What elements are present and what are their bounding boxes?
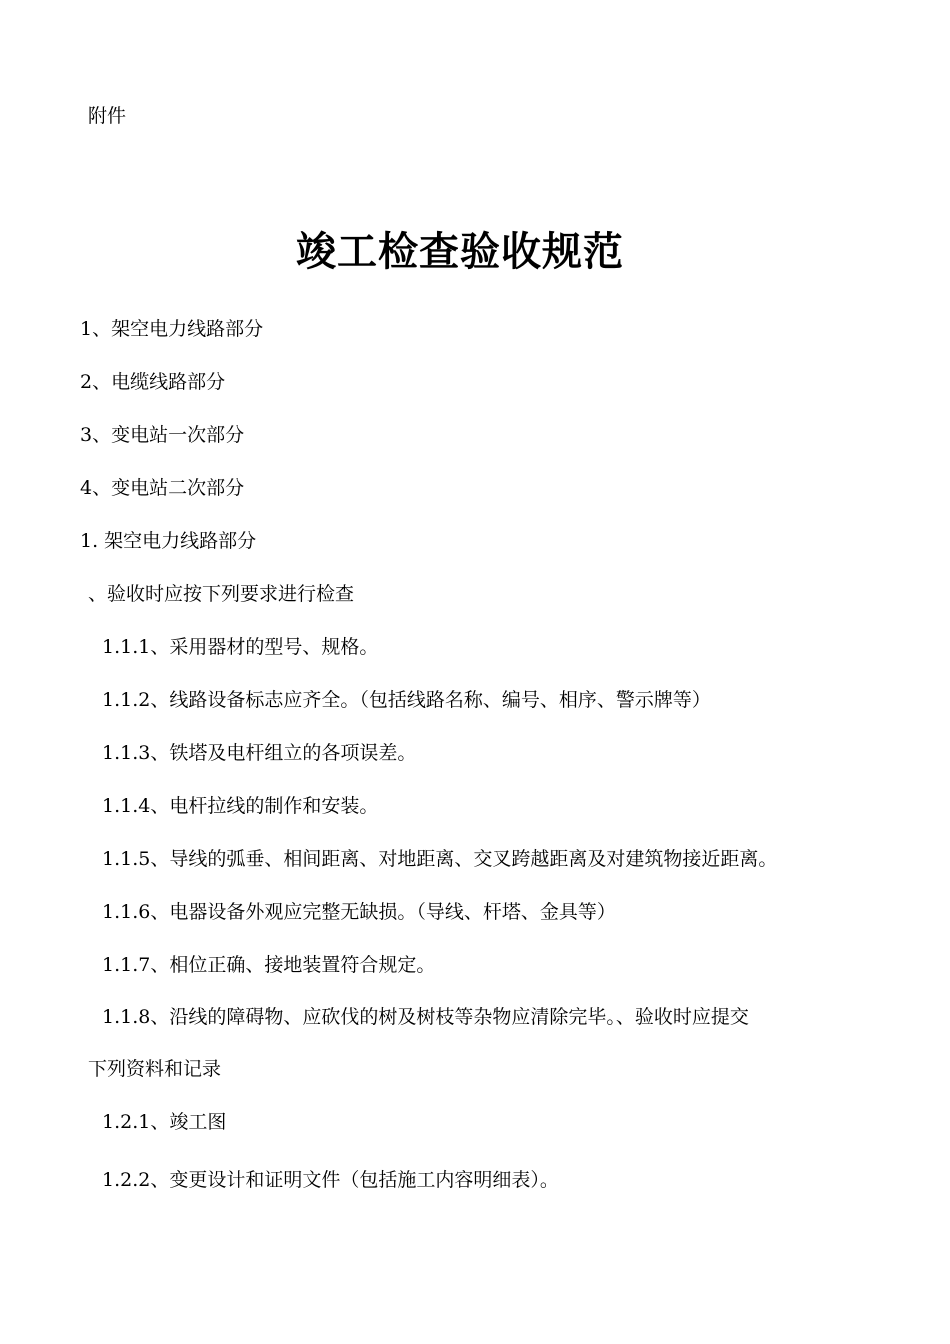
attachment-label: 附件 bbox=[88, 105, 127, 127]
list-item: 1.1.4、电杆拉线的制作和安装。 bbox=[102, 795, 379, 817]
document-title: 竣工检查验收规范 bbox=[296, 229, 624, 275]
toc-item-1: 1、架空电力线路部分 bbox=[80, 318, 264, 340]
list-item: 1.1.2、线路设备标志应齐全。（包括线路名称、编号、相序、警示牌等） bbox=[102, 689, 711, 711]
list-item: 1.2.1、竣工图 bbox=[102, 1111, 227, 1133]
toc-item-2: 2、电缆线路部分 bbox=[80, 371, 226, 393]
list-item: 1.1.3、铁塔及电杆组立的各项误差。 bbox=[102, 742, 417, 764]
list-item: 1.1.5、导线的弧垂、相间距离、对地距离、交叉跨越距离及对建筑物接近距离。 bbox=[102, 848, 778, 870]
toc-item-4: 4、变电站二次部分 bbox=[80, 477, 245, 499]
subsection-heading: 、验收时应按下列要求进行检查 bbox=[88, 583, 355, 605]
list-item: 1.1.1、采用器材的型号、规格。 bbox=[102, 636, 379, 658]
list-item: 1.1.8、沿线的障碍物、应砍伐的树及树枝等杂物应清除完毕。、验收时应提交 bbox=[102, 1006, 749, 1028]
list-item: 1.2.2、变更设计和证明文件（包括施工内容明细表）。 bbox=[102, 1169, 559, 1191]
section-heading: 1. 架空电力线路部分 bbox=[80, 530, 257, 552]
list-item: 1.1.6、电器设备外观应完整无缺损。（导线、杆塔、金具等） bbox=[102, 901, 616, 923]
list-item: 1.1.7、相位正确、接地装置符合规定。 bbox=[102, 954, 436, 976]
continuation-text: 下列资料和记录 bbox=[88, 1058, 222, 1080]
toc-item-3: 3、变电站一次部分 bbox=[80, 424, 245, 446]
